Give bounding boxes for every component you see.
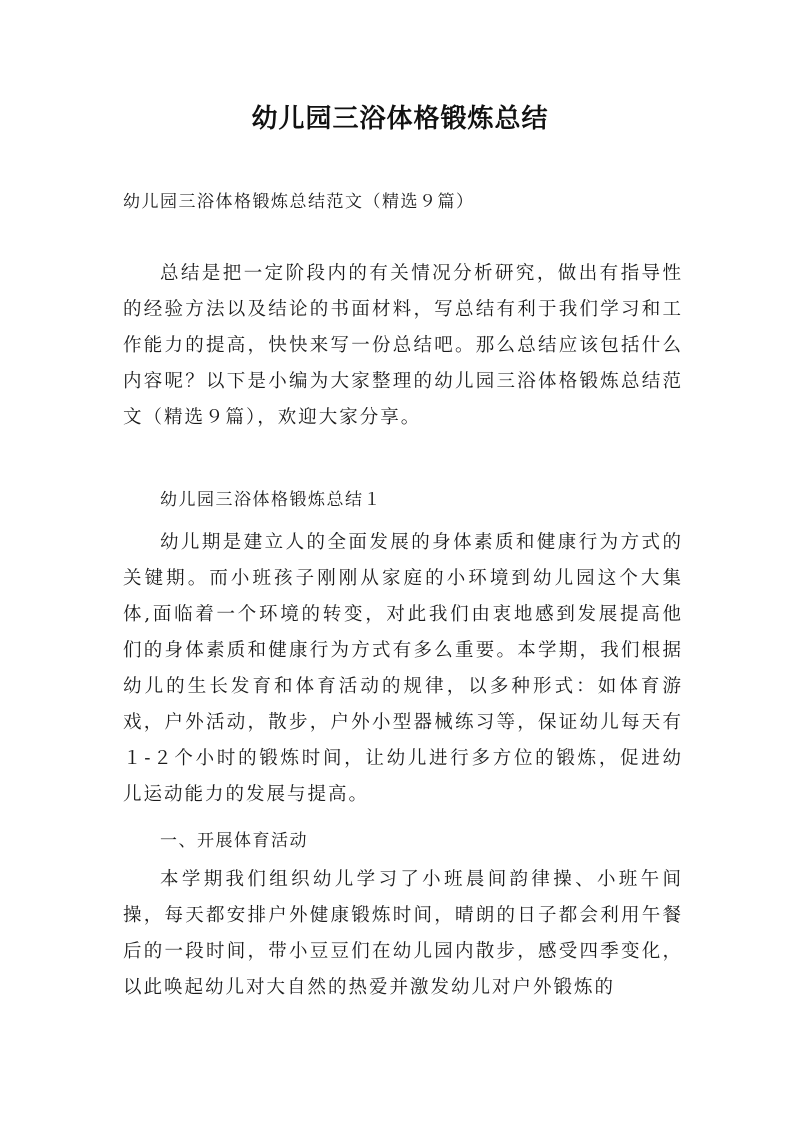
subsection-heading: 一、开展体育活动 [160,831,308,851]
document-subtitle: 幼儿园三浴体格锻炼总结范文（精选９篇） [123,192,475,212]
intro-paragraph: 总结是把一定阶段内的有关情况分析研究，做出有指导性的经验方法以及结论的书面材料，写总结有利于我们学习和工作能力的提高，快快来写一份总结吧。那么总结应该包括什么内容呢？以下是小编为大家整理的幼儿园三浴体格锻炼总结范文（精选９篇），欢迎大家分享。 [123,263,683,428]
section-heading: 幼儿园三浴体格锻炼总结１ [160,490,382,510]
section-paragraph: 幼儿期是建立人的全面发展的身体素质和健康行为方式的关键期。而小班孩子刚刚从家庭的小环境到幼儿园这个大集体,面临着一个环境的转变，对此我们由衷地感到发展提高他们的身体素质和健康行为方式有多么重要。本学期，我们根据幼儿的生长发育和体育活动的规律，以多种形式：如体育游戏，户外活动，散步，户外小型器械练习等，保证幼儿每天有１-２个小时的锻炼时间，让幼儿进行多方位的锻炼，促进幼儿运动能力的发展与提高。 [123,532,683,805]
document-title: 幼儿园三浴体格锻炼总结 [251,104,549,134]
subsection-paragraph: 本学期我们组织幼儿学习了小班晨间韵律操、小班午间操，每天都安排户外健康锻炼时间，晴朗的日子都会利用午餐后的一段时间，带小豆豆们在幼儿园内散步，感受四季变化，以此唤起幼儿对大自然的热爱并激发幼儿对户外锻炼的 [123,869,683,998]
